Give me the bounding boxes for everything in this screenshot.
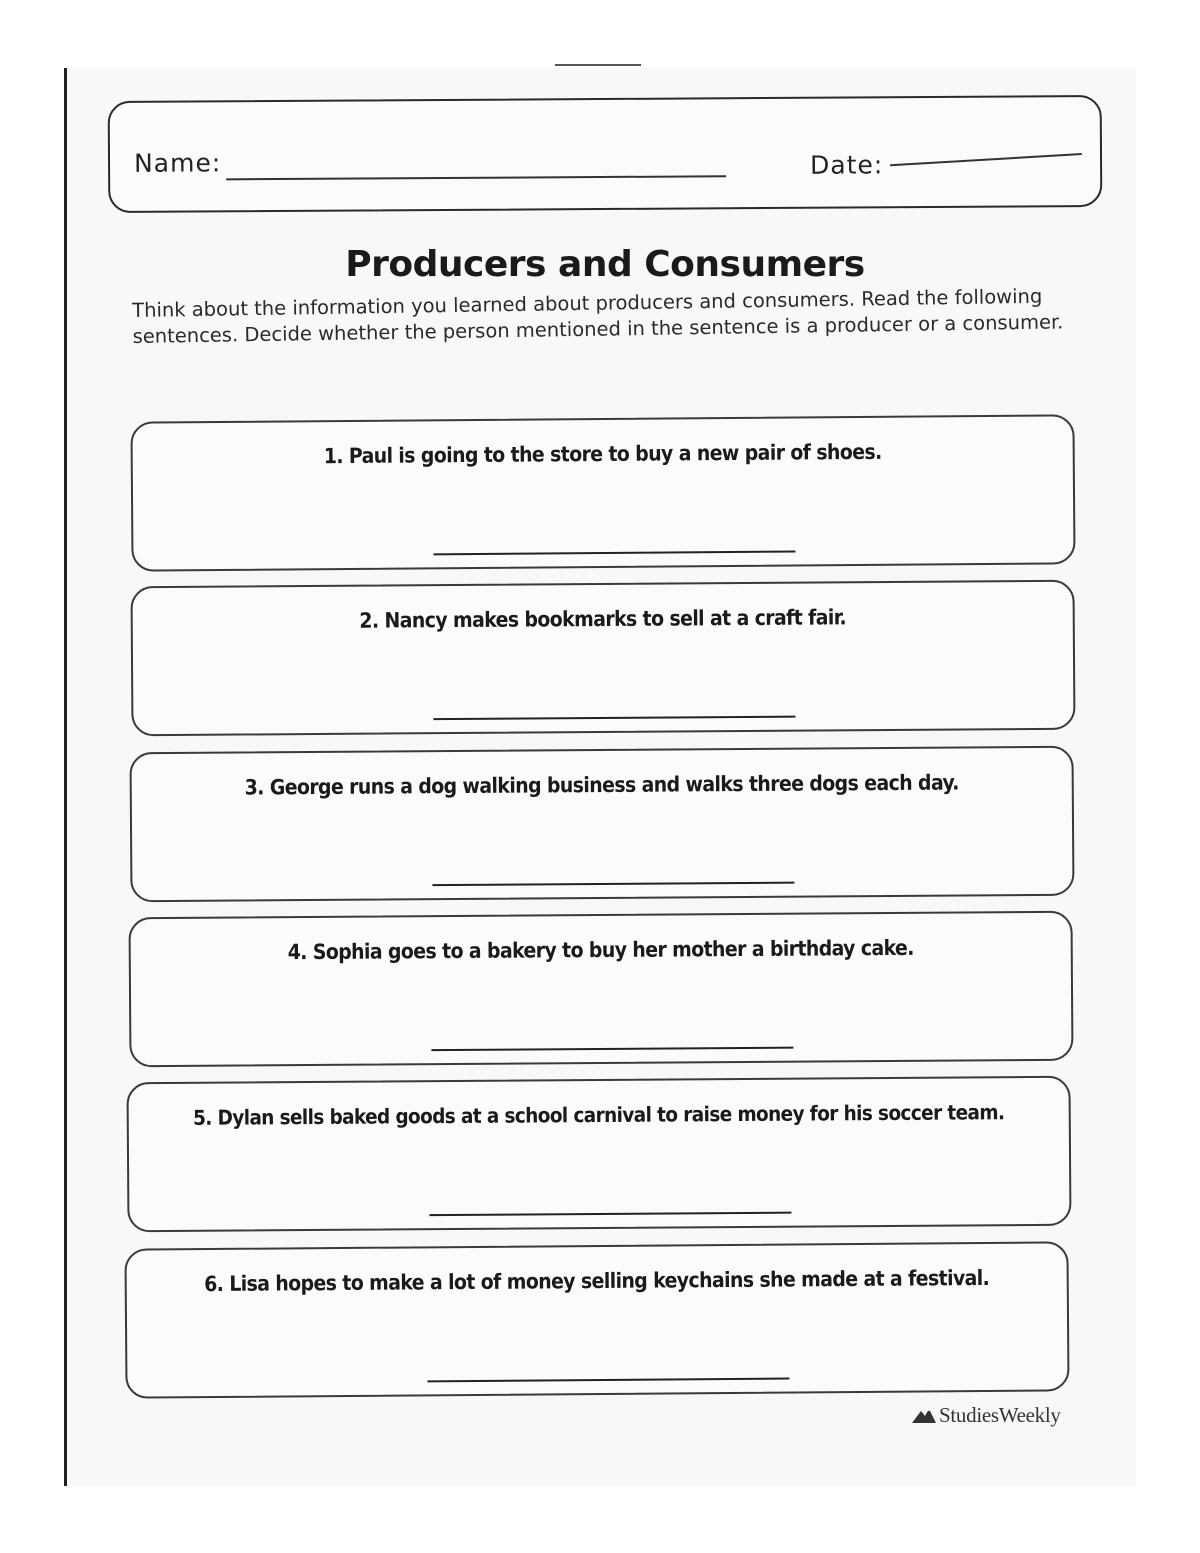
name-label: Name:: [133, 148, 222, 178]
answer-line-6[interactable]: [427, 1377, 789, 1382]
name-field-line[interactable]: [226, 175, 726, 180]
question-text-5: 5. Dylan sells baked goods at a school carnival to raise money for his soccer team.: [193, 1100, 1005, 1130]
question-box-4: [128, 911, 1073, 1068]
page-edge-mark: [555, 64, 641, 66]
question-box-6: [124, 1241, 1069, 1398]
answer-line-5[interactable]: [429, 1212, 791, 1217]
mountain-logo-icon: [912, 1407, 936, 1423]
logo-text: StudiesWeekly: [939, 1402, 1061, 1427]
question-box-1: [130, 414, 1075, 571]
answer-line-2[interactable]: [433, 716, 795, 721]
question-text-1: 1. Paul is going to the store to buy a new pair of shoes.: [323, 439, 882, 469]
question-box-2: [130, 580, 1075, 737]
name-date-box: [108, 95, 1103, 213]
question-box-5: [126, 1076, 1071, 1233]
date-field-line[interactable]: [890, 153, 1082, 166]
answer-line-4[interactable]: [431, 1047, 793, 1052]
answer-line-1[interactable]: [433, 550, 795, 555]
date-label: Date:: [809, 150, 884, 180]
question-text-2: 2. Nancy makes bookmarks to sell at a craft fair.: [359, 605, 847, 633]
worksheet-title: Producers and Consumers: [345, 244, 865, 285]
studies-weekly-logo: [912, 1400, 1061, 1430]
instructions-text: Think about the information you learned about producers and consumers. Read the following sentences. Decide whether the person mentioned in the sentence is a producer or a consumer.: [132, 284, 1064, 348]
question-text-4: 4. Sophia goes to a bakery to buy her mother a birthday cake.: [287, 935, 914, 965]
question-text-6: 6. Lisa hopes to make a lot of money selling keychains she made at a festival.: [204, 1265, 990, 1297]
question-box-3: [129, 746, 1074, 903]
answer-line-3[interactable]: [432, 882, 794, 887]
question-text-3: 3. George runs a dog walking business and walks three dogs each day.: [244, 770, 959, 800]
